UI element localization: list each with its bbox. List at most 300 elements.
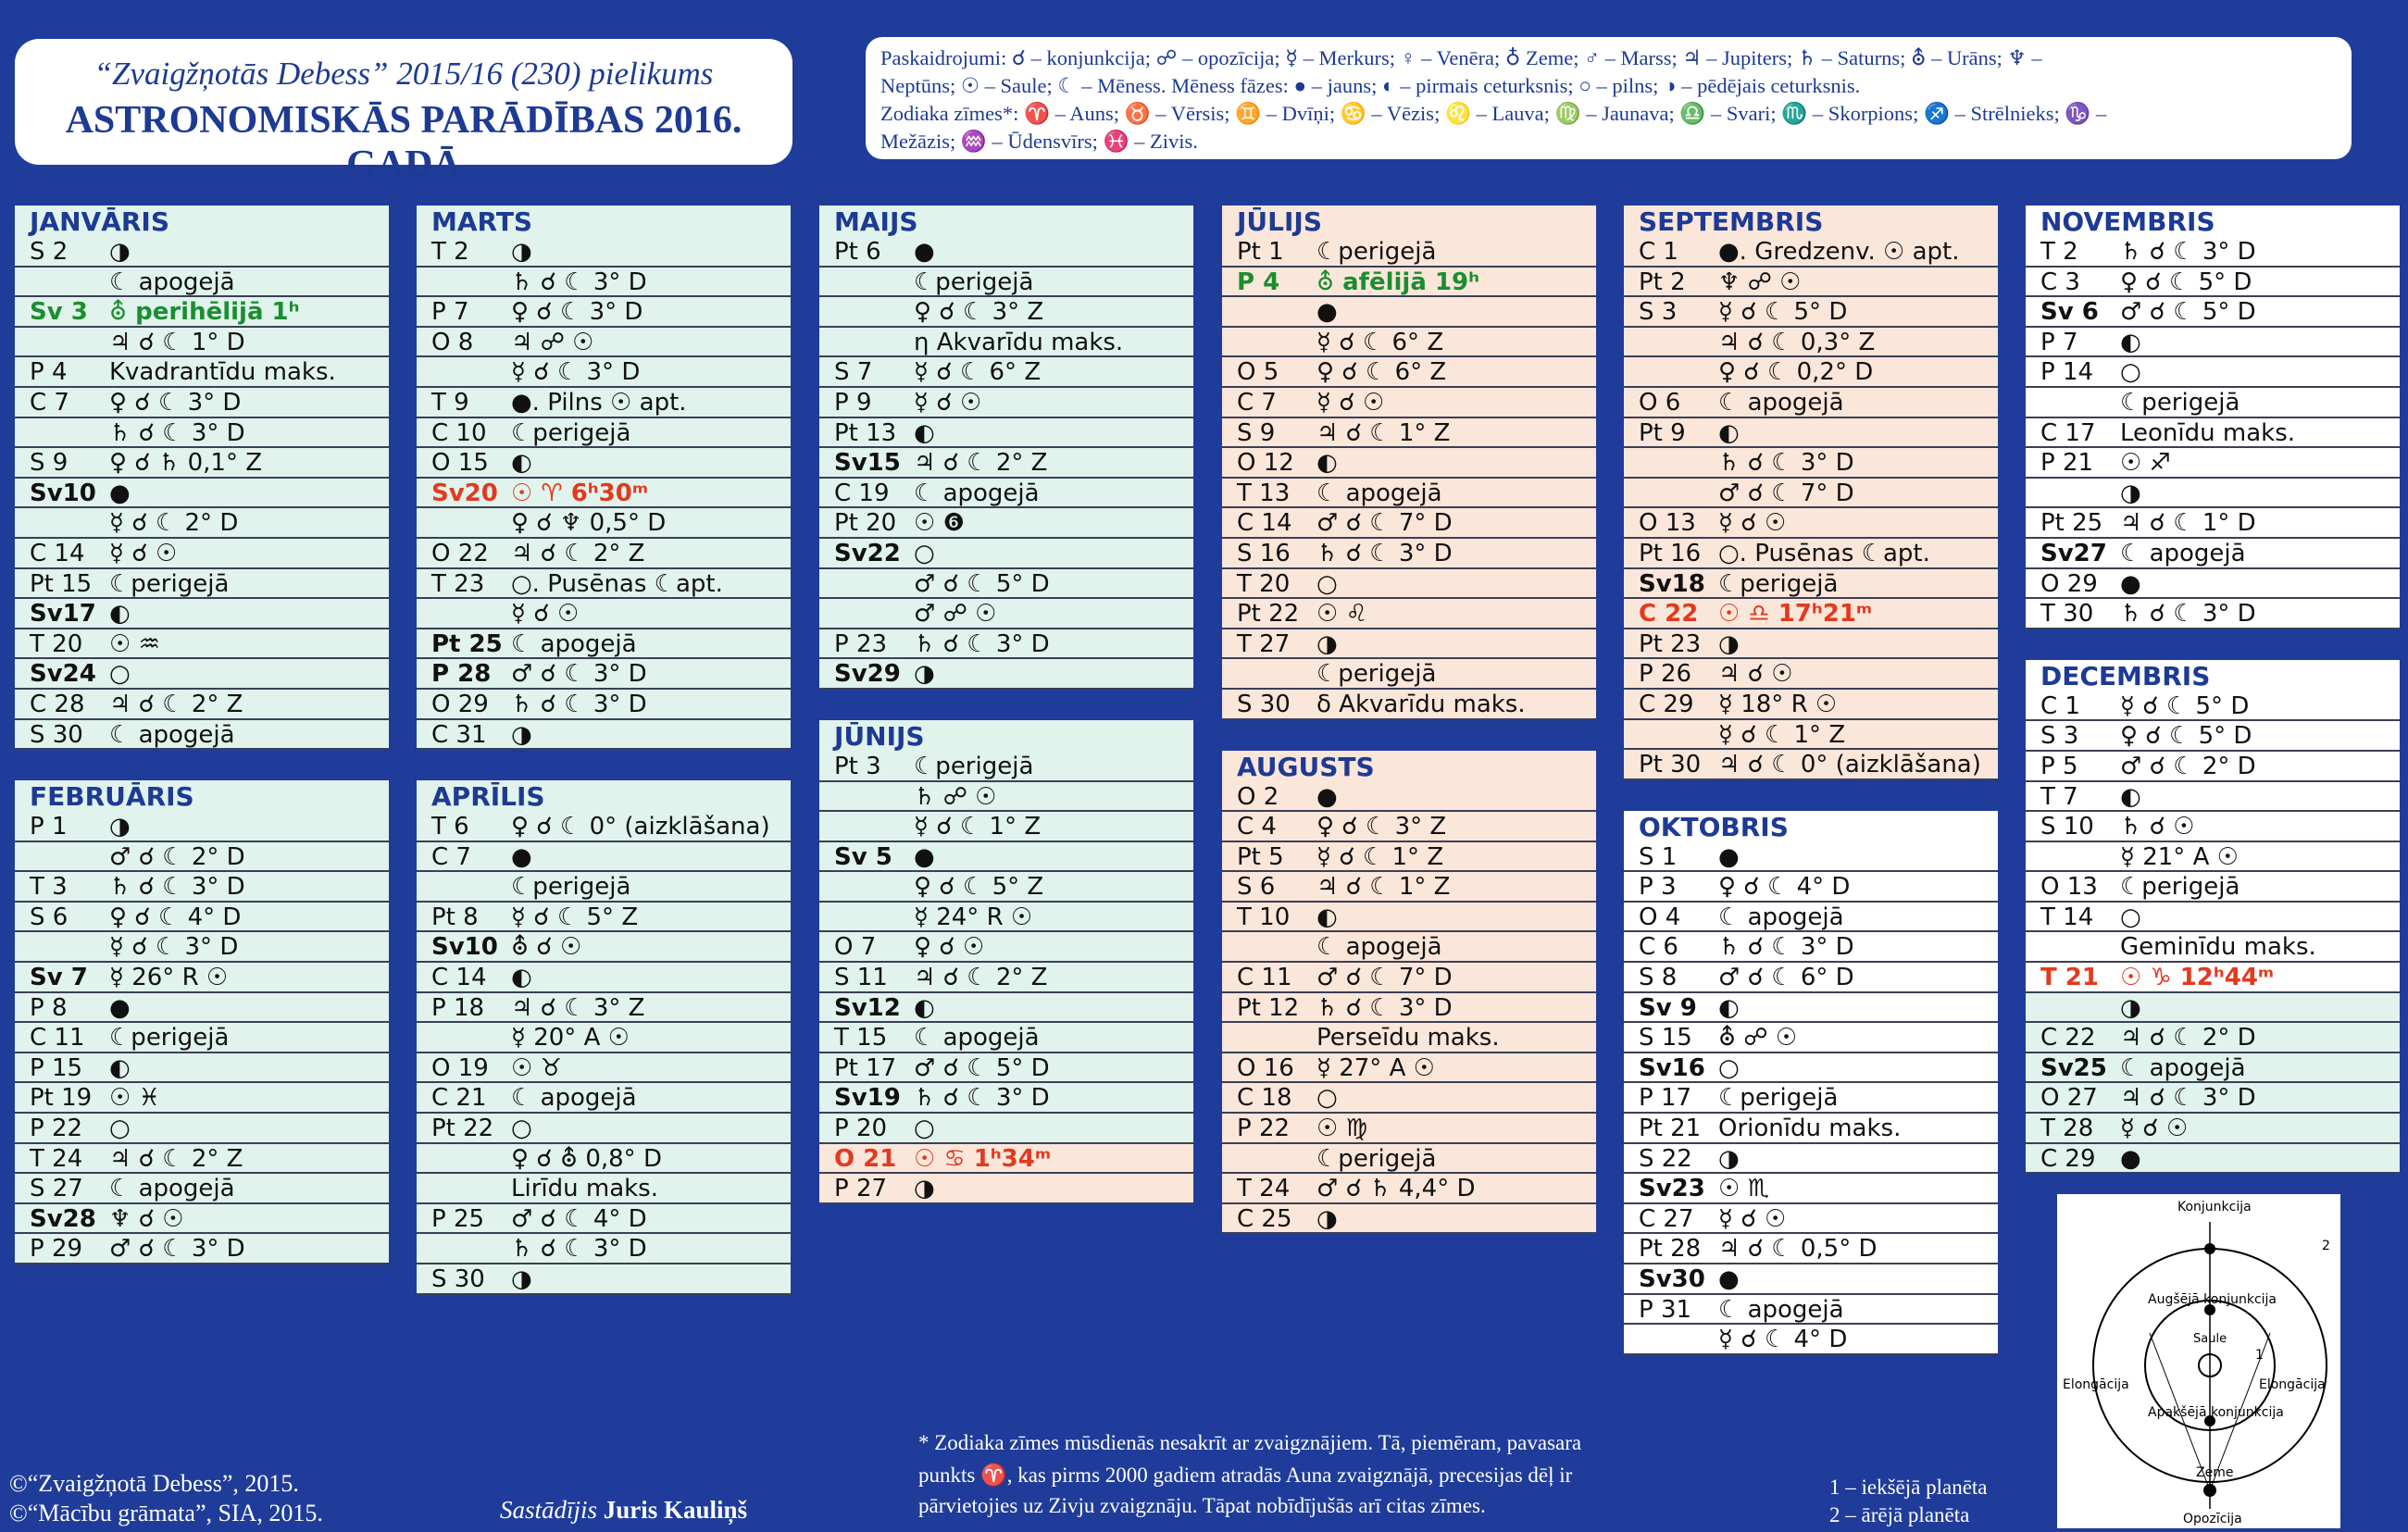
event-row — [417, 1023, 791, 1053]
event-row — [417, 357, 791, 388]
event-text: ☿ ☌ ☾ 5° D — [2120, 691, 2250, 720]
event-date: P 7 — [2040, 328, 2078, 356]
event-date: S 3 — [2040, 722, 2079, 751]
title-subtitle: “Zvaigžņotās Debess” 2015/16 (230) pielikums — [94, 56, 714, 92]
event-text: ○ — [914, 1115, 935, 1143]
event-text: Leonīdu maks. — [2120, 418, 2296, 447]
event-text: ♃ ☌ ☾ 1° Z — [1316, 873, 1451, 902]
event-text: ☉ ♑ 12ʰ44ᵐ — [2120, 964, 2275, 992]
event-date: P 14 — [2040, 358, 2094, 387]
event-text: ☾ apogejā — [1718, 1295, 1844, 1324]
event-row — [1222, 448, 1596, 479]
event-text: ○. Pusēnas ☾apt. — [511, 569, 723, 598]
event-row — [2026, 872, 2400, 903]
event-text: ♀ ☌ ☉ — [914, 933, 985, 962]
event-date: Pt 17 — [834, 1053, 897, 1082]
month-title: JANVĀRIS — [30, 206, 170, 237]
event-row — [15, 629, 389, 660]
event-text: ☾perigejā — [109, 569, 230, 598]
event-row — [819, 448, 1193, 479]
event-date: Sv 9 — [1639, 993, 1697, 1022]
event-date: P 22 — [1237, 1115, 1291, 1143]
event-text: ☉ ♈ 6ʰ30ᵐ — [511, 479, 649, 507]
event-date: C 25 — [1237, 1204, 1292, 1233]
event-text: ♄ ☌ ☾ 3° D — [1316, 993, 1453, 1022]
event-text: ♃ ☌ ☉ — [1718, 660, 1793, 689]
event-text: Geminīdu maks. — [2120, 933, 2316, 962]
event-date: O 22 — [431, 539, 489, 567]
event-row — [1222, 1174, 1596, 1204]
event-date: O 13 — [2040, 873, 2098, 902]
event-row — [819, 782, 1193, 813]
event-text: ☿ ☌ ☉ — [2120, 1115, 2189, 1143]
event-text: ◑ — [1718, 629, 1740, 658]
event-date: S 30 — [1237, 690, 1291, 718]
event-row — [1222, 1053, 1596, 1084]
event-row — [1222, 629, 1596, 660]
event-date: O 8 — [431, 328, 474, 356]
event-text: ♃ ☍ ☉ — [511, 328, 594, 356]
event-row — [1222, 418, 1596, 449]
event-row — [1624, 1023, 1998, 1053]
event-row — [1624, 297, 1998, 328]
event-text: ○ — [2120, 358, 2141, 387]
event-text: ♀ ☌ ☾ 3° Z — [1316, 813, 1447, 841]
event-text: ☾perigejā — [914, 752, 1034, 780]
month-column — [819, 206, 1193, 1204]
event-text: ● — [2120, 569, 2141, 598]
event-date: Pt 9 — [1639, 418, 1686, 447]
event-date: O 19 — [431, 1053, 489, 1082]
event-text: Perseīdu maks. — [1316, 1024, 1500, 1052]
event-row — [15, 1144, 389, 1175]
event-text: ♂ ☌ ☾ 4° D — [511, 1204, 647, 1233]
orbit-diagram-svg — [2057, 1194, 2340, 1528]
month-block — [2026, 206, 2400, 629]
event-text: ♆ ☌ ☉ — [109, 1204, 184, 1233]
event-row — [417, 599, 791, 629]
event-date: S 3 — [1639, 298, 1678, 327]
event-date: O 7 — [834, 933, 877, 962]
event-text: ☿ ☌ ☉ — [1718, 509, 1787, 538]
event-row — [2026, 1053, 2400, 1084]
event-date: T 13 — [1237, 479, 1291, 507]
event-text: Orionīdu maks. — [1718, 1115, 1902, 1143]
event-date: P 7 — [431, 298, 469, 327]
event-row — [2026, 508, 2400, 539]
event-date: S 15 — [1639, 1024, 1692, 1052]
event-text: ◐ — [511, 964, 532, 992]
event-text: ♃ ☌ ☾ 3° D — [2120, 1084, 2256, 1113]
event-date: P 4 — [30, 358, 68, 387]
event-date: T 28 — [2040, 1115, 2094, 1143]
event-row — [15, 297, 389, 328]
diagram-label-earth: Zeme — [2196, 1465, 2234, 1480]
event-text: ◐ — [914, 993, 935, 1022]
event-row — [1624, 872, 1998, 903]
event-row — [819, 659, 1193, 690]
event-date: C 14 — [30, 539, 85, 567]
event-row — [15, 872, 389, 903]
event-date: C 11 — [1237, 964, 1292, 992]
event-date: T 20 — [30, 629, 83, 658]
event-text: ☾perigejā — [1718, 569, 1839, 598]
event-text: Lirīdu maks. — [511, 1175, 658, 1203]
event-date: Pt 28 — [1639, 1235, 1702, 1264]
event-row — [417, 1053, 791, 1084]
event-row — [1222, 903, 1596, 933]
event-text: ○ — [1316, 569, 1338, 598]
event-text: ♃ ☌ ☾ 2° Z — [109, 1144, 243, 1173]
event-date: S 9 — [30, 449, 69, 478]
event-date: Pt 20 — [834, 509, 897, 538]
event-row — [1624, 1174, 1998, 1204]
event-date: T 14 — [2040, 903, 2094, 931]
event-row — [1624, 963, 1998, 993]
month-block — [15, 780, 389, 1264]
event-date: T 6 — [431, 813, 469, 841]
event-text: ☿ 20° A ☉ — [511, 1024, 630, 1052]
event-date: S 11 — [834, 964, 888, 992]
event-text: ♀ ☌ ⛢ 0,8° D — [511, 1144, 662, 1173]
event-text: ♂ ☌ ☾ 3° D — [109, 1235, 245, 1264]
event-row — [2026, 297, 2400, 328]
event-text: ☿ 18° R ☉ — [1718, 690, 1838, 718]
footnote-2: punkts ♈, kas pirms 2000 gadiem atradās Auna zvaigznājā, precesijas dēļ ir — [918, 1463, 1573, 1487]
event-text: ♃ ☌ ☾ 2° Z — [511, 539, 645, 567]
event-row — [15, 842, 389, 873]
event-row — [1624, 903, 1998, 933]
event-text: ☾ apogejā — [511, 1084, 637, 1113]
event-row — [819, 1114, 1193, 1144]
event-text: ☾perigejā — [109, 1024, 230, 1052]
event-row — [1222, 569, 1596, 600]
event-row — [819, 388, 1193, 418]
event-row — [819, 812, 1193, 842]
event-date: Sv 5 — [834, 842, 892, 871]
event-date: Pt 1 — [1237, 238, 1284, 266]
event-date: P 17 — [1639, 1084, 1692, 1113]
event-text: ☉ ♋ 1ʰ34ᵐ — [914, 1144, 1052, 1173]
event-text: Kvadrantīdu maks. — [109, 358, 336, 387]
event-text: ☾ apogejā — [914, 1024, 1040, 1052]
event-row — [417, 842, 791, 873]
event-text: ☾perigejā — [1316, 238, 1437, 266]
event-row — [2026, 268, 2400, 298]
event-date: S 6 — [1237, 873, 1276, 902]
event-text: ⛢ ☍ ☉ — [1718, 1024, 1798, 1052]
event-text: ☿ ☌ ☾ 3° D — [109, 933, 239, 962]
event-text: ☉ ♉ — [511, 1053, 562, 1082]
event-row — [819, 629, 1193, 660]
event-text: ○ — [1316, 1084, 1338, 1113]
event-text: ○. Pusēnas ☾apt. — [1718, 539, 1930, 567]
event-text: δ Akvarīdu maks. — [1316, 690, 1526, 718]
event-row — [417, 479, 791, 509]
event-row — [417, 268, 791, 298]
event-text: ♂ ☌ ☾ 2° D — [2120, 752, 2256, 780]
event-text: ♀ ☌ ☾ 4° D — [109, 903, 242, 931]
month-block — [1222, 751, 1596, 1235]
month-title: JŪNIJS — [834, 720, 925, 752]
event-row — [819, 932, 1193, 963]
event-row — [15, 448, 389, 479]
event-text: ☾perigejā — [1316, 660, 1437, 689]
event-text: ♄ ☌ ☾ 3° D — [109, 873, 245, 902]
event-row — [15, 328, 389, 358]
event-date: P 8 — [30, 993, 68, 1022]
event-date: Sv 7 — [30, 964, 88, 992]
diagram-label-1: 1 — [2255, 1348, 2264, 1363]
event-date: S 7 — [834, 358, 873, 387]
event-text: ☾ apogejā — [2120, 539, 2246, 567]
event-row — [2026, 328, 2400, 358]
event-text: ○ — [2120, 903, 2141, 931]
event-text: ◑ — [511, 1265, 532, 1293]
event-row — [1624, 268, 1998, 298]
event-date: P 1 — [30, 813, 68, 841]
month-block — [2026, 660, 2400, 1175]
event-row — [1624, 599, 1998, 629]
event-text: ☿ 26° R ☉ — [109, 964, 229, 992]
event-row — [1624, 508, 1998, 539]
event-row — [1624, 1264, 1998, 1295]
event-text: ●. Gredzenv. ☉ apt. — [1718, 238, 1960, 266]
event-row — [1222, 842, 1596, 873]
event-text: ☾ apogejā — [1718, 903, 1844, 931]
month-title: AUGUSTS — [1237, 751, 1375, 782]
event-date: P 31 — [1639, 1295, 1692, 1324]
event-row — [2026, 752, 2400, 782]
event-row — [819, 328, 1193, 358]
event-text: ◑ — [1316, 1204, 1338, 1233]
event-text: ☉ ♎ 17ʰ21ᵐ — [1718, 600, 1873, 629]
event-date: P 28 — [431, 660, 492, 689]
event-text: ☉ ♍ — [1316, 1115, 1367, 1143]
event-row — [417, 508, 791, 539]
event-text: ◐ — [1718, 418, 1740, 447]
event-text: ☉ ♏ — [1718, 1175, 1769, 1203]
event-text: ● — [109, 993, 131, 1022]
event-row — [819, 1174, 1193, 1204]
event-date: C 29 — [2040, 1144, 2096, 1173]
event-text: ☿ ☌ ☾ 1° Z — [1316, 842, 1444, 871]
event-row — [2026, 237, 2400, 268]
event-row — [1222, 237, 1596, 268]
compiled-label: Sastādījis — [500, 1496, 598, 1524]
event-date: Pt 15 — [30, 569, 93, 598]
event-row — [417, 539, 791, 569]
event-row — [1624, 690, 1998, 720]
event-row — [417, 1144, 791, 1175]
event-row — [1624, 720, 1998, 751]
event-row — [1624, 388, 1998, 418]
event-text: ◑ — [109, 238, 131, 266]
event-date: Sv18 — [1639, 569, 1705, 598]
event-text: ○ — [914, 539, 935, 567]
event-text: ☿ ☌ ☾ 1° Z — [1718, 720, 1846, 749]
event-text: ♂ ☍ ☉ — [914, 600, 997, 629]
event-row — [1624, 993, 1998, 1024]
event-text: ☿ ☌ ☉ — [109, 539, 178, 567]
event-row — [1222, 508, 1596, 539]
event-text: ☿ ☌ ☾ 4° D — [1718, 1326, 1848, 1354]
event-text: ♀ ☌ ☾ 6° Z — [1316, 358, 1447, 387]
event-text: ♆ ☍ ☉ — [1718, 268, 1802, 296]
event-row — [15, 388, 389, 418]
event-row — [819, 268, 1193, 298]
event-text: ☿ ☌ ☾ 1° Z — [914, 813, 1042, 841]
event-row — [819, 297, 1193, 328]
event-row — [15, 690, 389, 720]
event-text: ● — [914, 238, 935, 266]
event-text: ● — [1718, 842, 1740, 871]
event-date: C 1 — [1639, 238, 1678, 266]
month-column — [417, 206, 791, 1295]
event-date: T 30 — [2040, 600, 2094, 629]
event-text: ♀ ☌ ☾ 3° Z — [914, 298, 1044, 327]
event-text: ♂ ☌ ☾ 2° D — [109, 842, 245, 871]
event-row — [417, 1204, 791, 1235]
event-date: Pt 12 — [1237, 993, 1300, 1022]
event-text: ⛢ perihēlijā 1ʰ — [109, 298, 300, 327]
event-text: ☿ 21° A ☉ — [2120, 842, 2239, 871]
event-row — [417, 418, 791, 449]
event-text: ○ — [109, 1115, 131, 1143]
event-date: O 27 — [2040, 1084, 2098, 1113]
month-block — [1624, 811, 1998, 1355]
event-row — [417, 812, 791, 842]
event-row — [1624, 539, 1998, 569]
event-date: P 5 — [2040, 752, 2078, 780]
event-text: ● — [914, 842, 935, 871]
event-row — [2026, 418, 2400, 449]
legend-box — [866, 37, 2352, 159]
event-row — [819, 508, 1193, 539]
event-text: η Akvarīdu maks. — [914, 328, 1124, 356]
event-row — [417, 690, 791, 720]
event-date: Sv 3 — [30, 298, 88, 327]
event-date: S 27 — [30, 1175, 83, 1203]
event-text: ● — [1316, 782, 1338, 811]
event-date: Sv10 — [30, 479, 96, 507]
compiled-name: Juris Kauliņš — [603, 1496, 748, 1524]
event-text: ♃ ☌ ☾ 1° D — [109, 328, 245, 356]
event-date: C 7 — [431, 842, 471, 871]
event-date: P 20 — [834, 1115, 888, 1143]
event-row — [15, 932, 389, 963]
event-row — [819, 1023, 1193, 1053]
event-date: C 11 — [30, 1024, 85, 1052]
event-date: P 22 — [30, 1115, 83, 1143]
event-text: ♂ ☌ ☾ 6° D — [1718, 964, 1854, 992]
event-text: ☿ 24° R ☉ — [914, 903, 1033, 931]
event-date: T 15 — [834, 1024, 888, 1052]
event-row — [2026, 1083, 2400, 1114]
month-title: DECEMBRIS — [2040, 660, 2211, 691]
event-text: ○ — [109, 660, 131, 689]
event-text: ☿ ☌ ☾ 3° D — [511, 358, 641, 387]
footnote-1: * Zodiaka zīmes mūsdienās nesakrīt ar zvaigznājiem. Tā, piemēram, pavasara — [918, 1431, 1582, 1454]
event-text: ☿ ☌ ☾ 2° D — [109, 509, 239, 538]
event-row — [2026, 842, 2400, 873]
event-text: ♄ ☌ ☾ 3° D — [1718, 449, 1854, 478]
event-row — [15, 418, 389, 449]
event-row — [1222, 388, 1596, 418]
event-date: Pt 21 — [1639, 1115, 1702, 1143]
event-row — [2026, 569, 2400, 600]
event-row — [417, 903, 791, 933]
event-text: ◑ — [914, 1175, 935, 1203]
event-row — [819, 1053, 1193, 1084]
event-date: S 30 — [431, 1265, 485, 1293]
event-row — [15, 1083, 389, 1114]
event-date: T 24 — [1237, 1175, 1291, 1203]
event-text: ☾ apogejā — [109, 720, 235, 749]
event-row — [15, 993, 389, 1024]
event-date: O 12 — [1237, 449, 1294, 478]
event-date: O 15 — [431, 449, 489, 478]
event-date: Sv16 — [1639, 1053, 1705, 1082]
event-text: ☾perigejā — [2120, 388, 2240, 417]
diagram-label-opposition: Opozīcija — [2183, 1512, 2242, 1526]
event-row — [15, 599, 389, 629]
event-text: ♀ ☌ ☾ 3° D — [109, 388, 242, 417]
event-row — [819, 599, 1193, 629]
event-text: ♀ ☌ ☾ 4° D — [1718, 873, 1851, 902]
event-text: ☿ ☌ ☾ 5° D — [1718, 298, 1848, 327]
event-row — [417, 629, 791, 660]
event-date: C 4 — [1237, 813, 1277, 841]
event-date: Pt 25 — [431, 629, 503, 658]
event-text: ● — [109, 479, 131, 507]
event-row — [1624, 569, 1998, 600]
event-date: Sv28 — [30, 1204, 96, 1233]
event-date: Pt 22 — [431, 1115, 494, 1143]
event-row — [1222, 268, 1596, 298]
event-row — [1624, 237, 1998, 268]
event-text: ○ — [1718, 1053, 1740, 1082]
event-row — [1624, 1083, 1998, 1114]
event-text: ♃ ☌ ☾ 3° Z — [511, 993, 645, 1022]
event-row — [2026, 599, 2400, 629]
event-row — [819, 842, 1193, 873]
event-date: Pt 19 — [30, 1084, 93, 1113]
event-row — [1222, 659, 1596, 690]
event-row — [417, 388, 791, 418]
event-row — [15, 479, 389, 509]
event-row — [819, 752, 1193, 782]
event-row — [2026, 448, 2400, 479]
event-row — [1222, 479, 1596, 509]
event-date: Sv17 — [30, 600, 96, 629]
event-row — [2026, 388, 2400, 418]
event-row — [417, 1114, 791, 1144]
event-text: ☾ apogejā — [511, 629, 637, 658]
event-date: O 5 — [1237, 358, 1279, 387]
event-text: ♃ ☌ ☾ 2° D — [2120, 1024, 2256, 1052]
event-text: ◐ — [1316, 449, 1338, 478]
legend-line: Paskaidrojumi: ☌ – konjunkcija; ☍ – opozīcija; ☿ – Merkurs; ♀ – Venēra; ♁ Zeme; ♂ – Marss; ♃ – Jupiters; ♄ – Saturns; ⛢ – Urāns; ♆ – — [880, 46, 2042, 69]
event-date: P 21 — [2040, 449, 2094, 478]
event-date: T 21 — [2040, 964, 2099, 992]
event-text: ● — [1718, 1265, 1740, 1293]
event-text: ♂ ☌ ☾ 7° D — [1316, 964, 1453, 992]
event-row — [1624, 479, 1998, 509]
event-row — [15, 1114, 389, 1144]
event-date: C 14 — [431, 964, 487, 992]
event-row — [1222, 357, 1596, 388]
